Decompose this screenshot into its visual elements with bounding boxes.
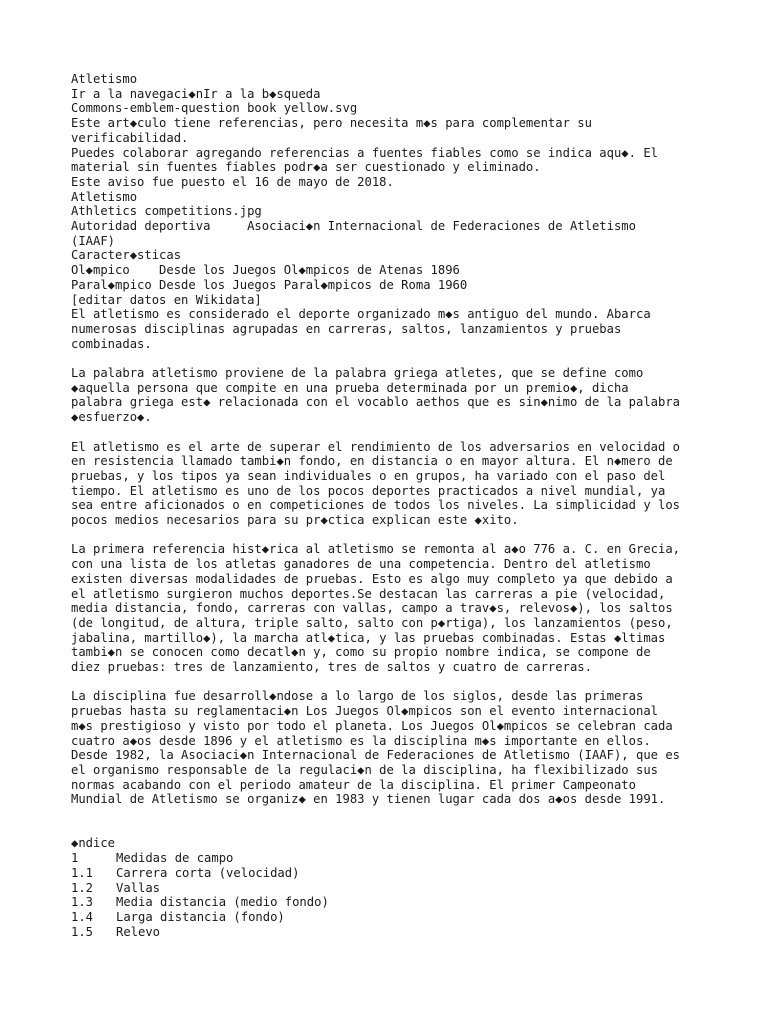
text-line: (de longitud, de altura, triple salto, salto con p◆rtiga), los lanzamientos (peso, xyxy=(71,615,673,630)
toc-item-number: 1.4 xyxy=(71,909,94,924)
text-line: [editar datos en Wikidata] xyxy=(71,292,262,307)
text-line: pruebas hasta su reglamentaci◆n Los Juegos Ol◆mpicos son el evento internacional xyxy=(71,704,658,719)
text-line: La palabra atletismo proviene de la palabra griega atletes, que se define como xyxy=(71,366,644,381)
text-line: en resistencia llamado tambi◆n fondo, en distancia o en mayor altura. El n◆mero de xyxy=(71,454,673,469)
toc-item[interactable] xyxy=(71,866,728,881)
text-line: pruebas, y los tipos ya sean individuales o en grupos, ha variado con el paso del xyxy=(71,468,666,483)
toc-item[interactable] xyxy=(71,851,728,866)
text-line: tiempo. El atletismo es uno de los pocos deportes practicados a nivel mundial, ya xyxy=(71,483,666,498)
blank-line xyxy=(71,675,728,690)
text-line: Caracter◆sticas xyxy=(71,248,182,263)
text-line: normas acabando con el periodo amateur de la disciplina. El primer Campeonato xyxy=(71,777,636,792)
toc-item-number: 1 xyxy=(71,851,79,866)
text-line: Puedes colaborar agregando referencias a fuentes fiables como se indica aqu◆. El xyxy=(71,145,658,160)
toc-item-label: Carrera corta (velocidad) xyxy=(116,865,300,880)
text-line: pocos medios necesarios para su pr◆ctica explican este ◆xito. xyxy=(71,513,519,528)
text-line: media distancia, fondo, carreras con vallas, campo a trav◆s, relevos◆), los saltos xyxy=(71,601,673,616)
blank-line xyxy=(71,425,728,440)
text-line: sea entre aficionados o en competiciones de todos los niveles. La simplicidad y los xyxy=(71,498,681,513)
text-line: palabra griega est◆ relacionada con el vocablo aethos que es sin◆nimo de la palabra xyxy=(71,395,681,410)
text-line: El atletismo es el arte de superar el rendimiento de los adversarios en velocidad o xyxy=(71,439,681,454)
text-line: Desde 1982, la Asociaci◆n Internacional de Federaciones de Atletismo (IAAF), que es xyxy=(71,748,681,763)
text-line: el atletismo surgieron muchos deportes.Se destacan las carreras a pie (velocidad, xyxy=(71,586,666,601)
toc-item[interactable] xyxy=(71,910,728,925)
text-line: numerosas disciplinas agrupadas en carreras, saltos, lanzamientos y pruebas xyxy=(71,321,622,336)
toc-item-number: 1.2 xyxy=(71,880,94,895)
text-line: existen diversas modalidades de pruebas. Esto es algo muy completo ya que debido a xyxy=(71,571,673,586)
toc-item-label: Vallas xyxy=(116,880,161,895)
toc-item-label: Relevo xyxy=(116,924,161,939)
text-line: material sin fuentes fiables podr◆a ser cuestionado y eliminado. xyxy=(71,160,541,175)
text-line: (IAAF) xyxy=(71,233,116,248)
toc-item-number: 1.5 xyxy=(71,924,94,939)
blank-line xyxy=(71,351,728,366)
text-line: verificabilidad. xyxy=(71,130,189,145)
toc-item-label: Media distancia (medio fondo) xyxy=(116,895,329,910)
blank-line xyxy=(71,528,728,543)
text-line: Athletics competitions.jpg xyxy=(71,204,262,219)
text-line: ◆esfuerzo◆. xyxy=(71,410,152,425)
text-line: con una lista de los atletas ganadores de una competencia. Dentro del atletismo xyxy=(71,557,651,572)
text-line: Mundial de Atletismo se organiz◆ en 1983 y tienen lugar cada dos a◆os desde 1991. xyxy=(71,792,666,807)
text-line: Este aviso fue puesto el 16 de mayo de 2018. xyxy=(71,174,394,189)
text-line: tambi◆n se conocen como decatl◆n y, como su propio nombre indica, se compone de xyxy=(71,645,651,660)
text-line: ◆aquella persona que compite en una prueba determinada por un premio◆, dicha xyxy=(71,380,629,395)
toc-item[interactable] xyxy=(71,881,728,896)
table-of-contents xyxy=(71,851,728,939)
text-line: Atletismo xyxy=(71,72,138,86)
toc-item[interactable] xyxy=(71,895,728,910)
text-line: Autoridad deportiva Asociaci◆n Internacional de Federaciones de Atletismo xyxy=(71,219,636,234)
text-line: combinadas. xyxy=(71,336,152,351)
toc-item-label: Larga distancia (fondo) xyxy=(116,909,285,924)
blank-line xyxy=(71,807,728,822)
text-line: el organismo responsable de la regulaci◆n de la disciplina, ha flexibilizado sus xyxy=(71,762,658,777)
toc-item[interactable] xyxy=(71,925,728,940)
text-line: Este art◆culo tiene referencias, pero necesita m◆s para complementar su xyxy=(71,116,592,131)
document-text xyxy=(71,72,728,851)
text-line: m◆s prestigioso y visto por todo el planeta. Los Juegos Ol◆mpicos se celebran cada xyxy=(71,718,673,733)
toc-item-number: 1.3 xyxy=(71,895,94,910)
text-line: La primera referencia hist◆rica al atletismo se remonta al a◆o 776 a. C. en Grecia, xyxy=(71,542,681,557)
text-line: jabalina, martillo◆), la marcha atl◆tica, y las pruebas combinadas. Estas ◆ltimas xyxy=(71,630,666,645)
toc-item-number: 1.1 xyxy=(71,865,94,880)
text-line: diez pruebas: tres de lanzamiento, tres de saltos y cuatro de carreras. xyxy=(71,660,592,675)
toc-item-label: Medidas de campo xyxy=(116,851,234,866)
text-line: Atletismo xyxy=(71,189,138,204)
text-line: ◆ndice xyxy=(71,836,116,851)
text-line: El atletismo es considerado el deporte organizado m◆s antiguo del mundo. Abarca xyxy=(71,307,651,322)
text-line: cuatro a◆os desde 1896 y el atletismo es la disciplina m◆s importante en ellos. xyxy=(71,733,651,748)
text-line: Ol◆mpico Desde los Juegos Ol◆mpicos de Atenas 1896 xyxy=(71,263,460,278)
text-line: Ir a la navegaci◆nIr a la b◆squeda xyxy=(71,86,321,101)
blank-line xyxy=(71,822,728,837)
text-line: Commons-emblem-question book yellow.svg xyxy=(71,101,358,116)
text-line: Paral◆mpico Desde los Juegos Paral◆mpicos de Roma 1960 xyxy=(71,277,468,292)
text-line: La disciplina fue desarroll◆ndose a lo largo de los siglos, desde las primeras xyxy=(71,689,644,704)
